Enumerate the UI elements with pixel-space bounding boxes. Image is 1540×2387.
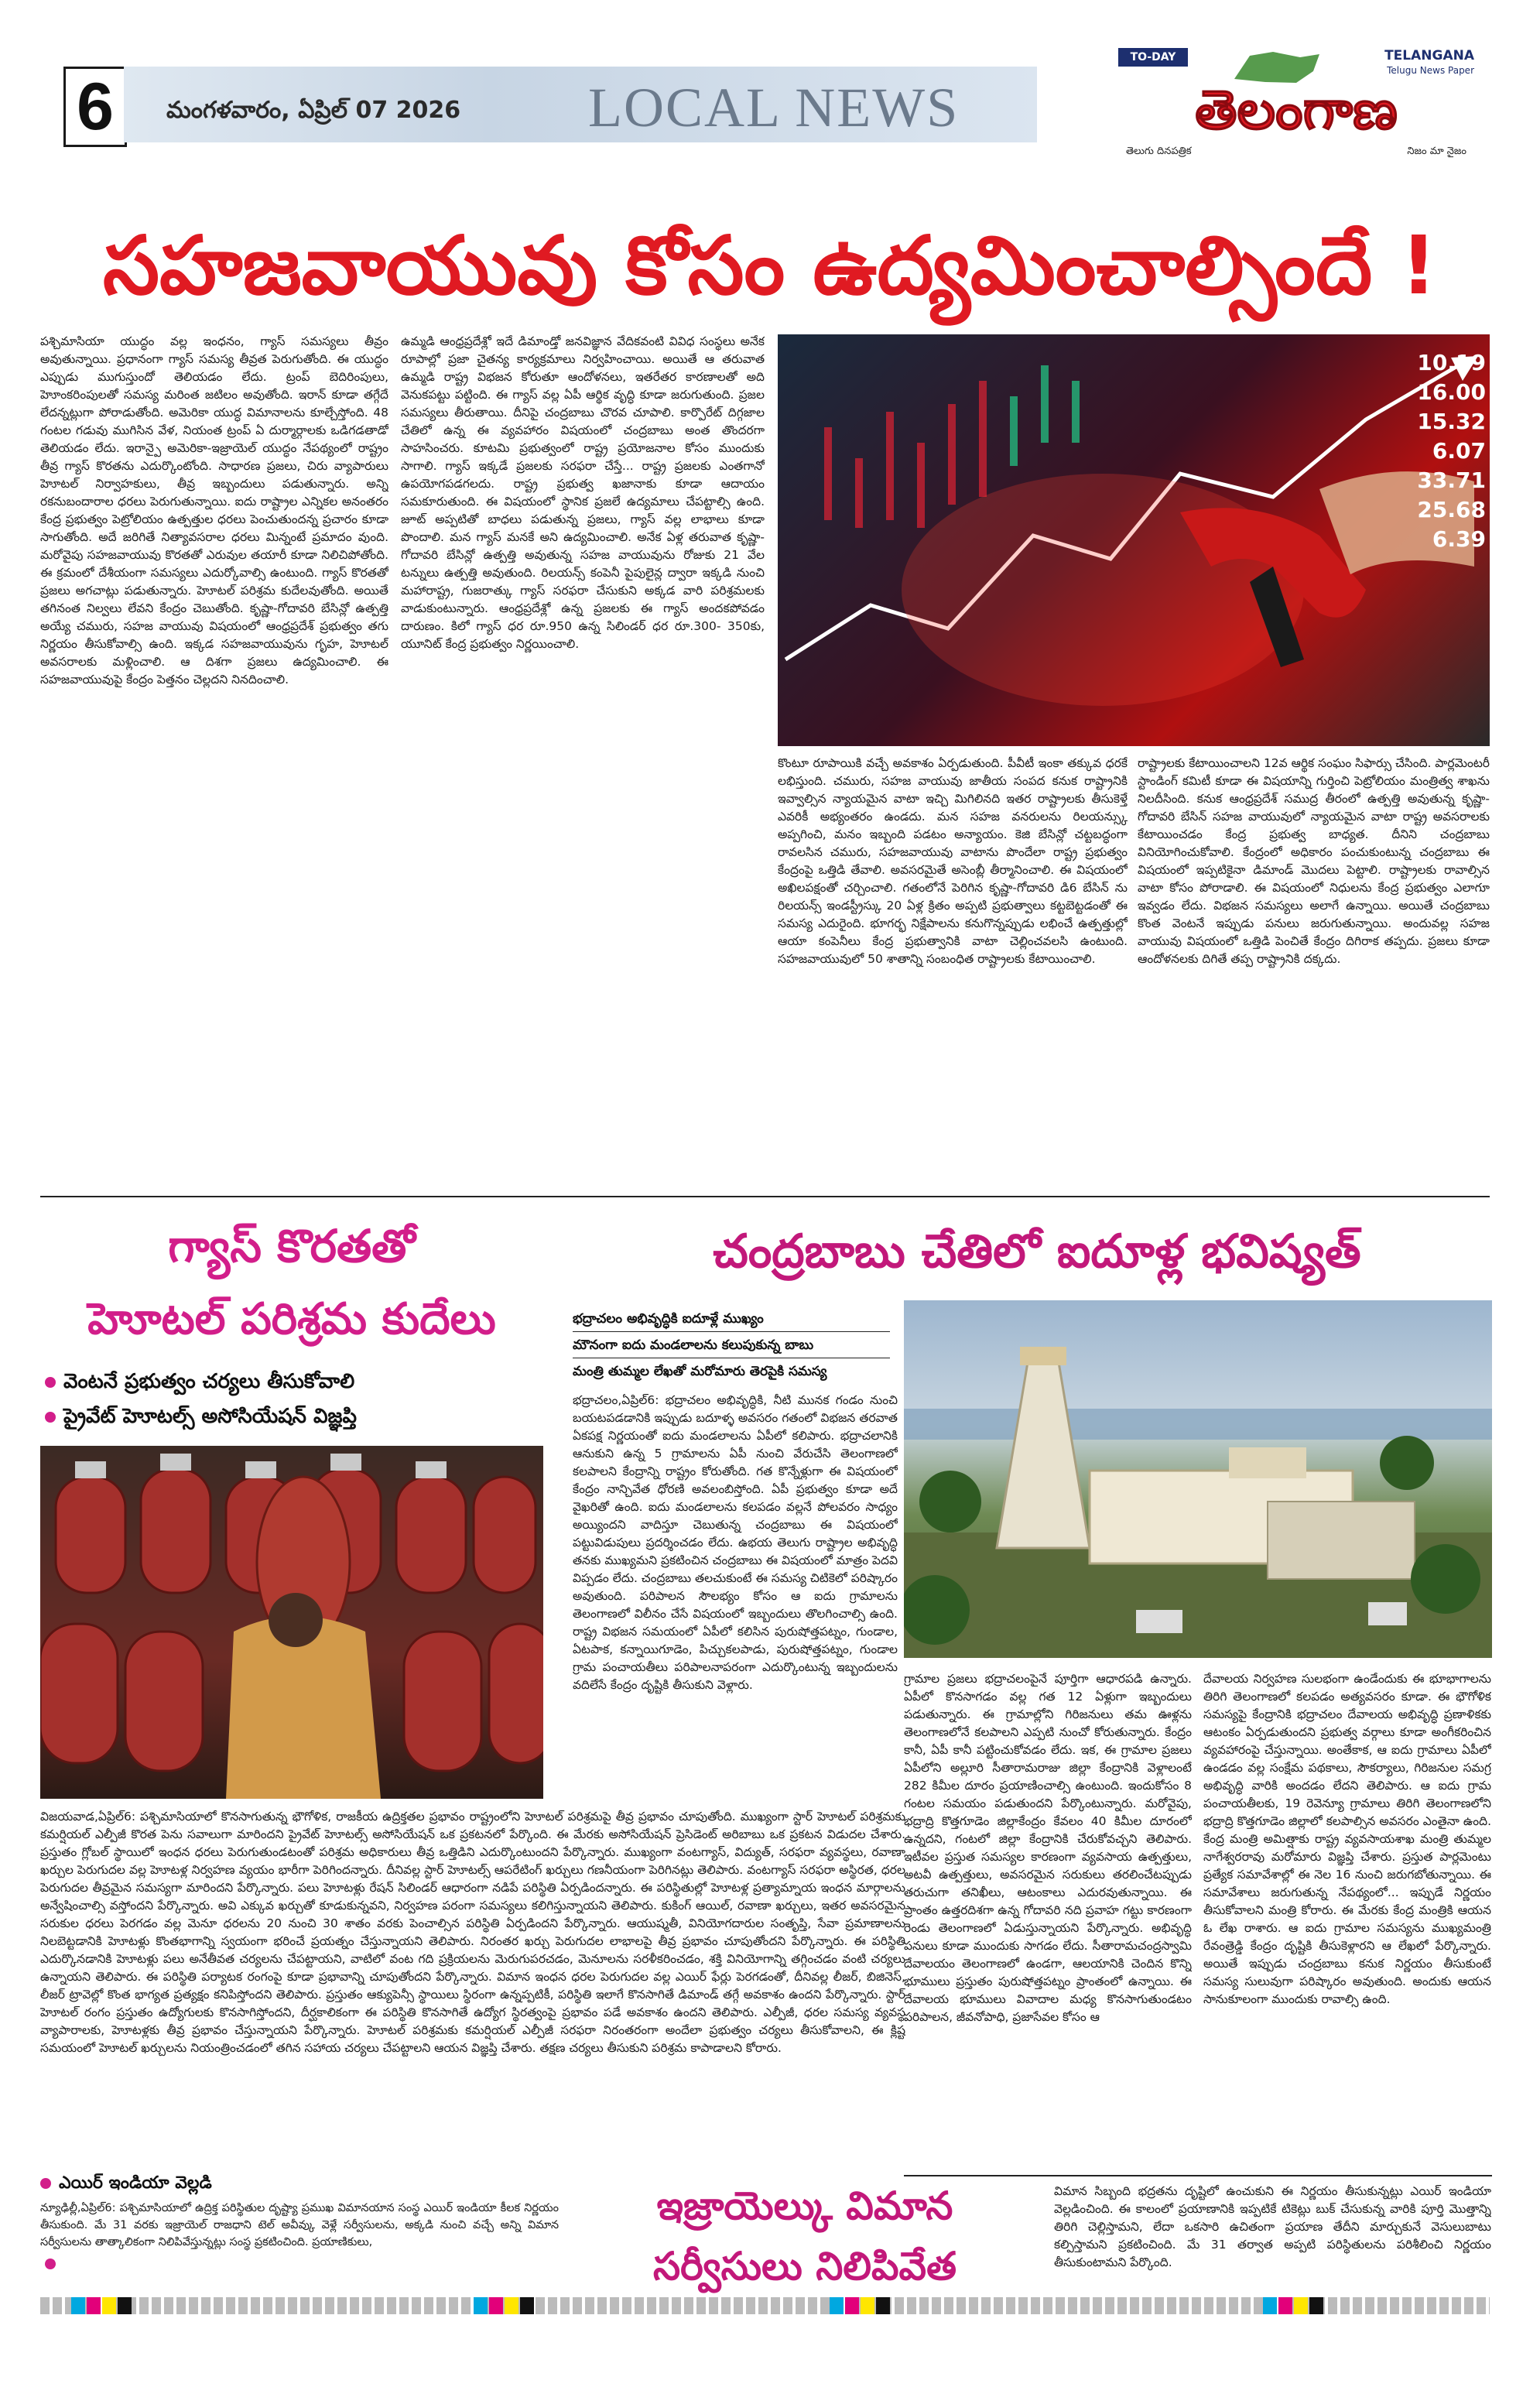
story2-headline-line1: గ్యాస్ కొరతతో <box>168 1220 416 1272</box>
story1-column-3 <box>778 755 1128 1184</box>
cylinders-graphic <box>40 1446 543 1799</box>
logo-name: తెలంగాణ <box>1195 78 1398 142</box>
section-title: LOCAL NEWS <box>588 77 960 139</box>
story4-col1-text: న్యూఢిల్లీ,ఏప్రిల్6: పశ్చిమాసియాలో ఉద్రిక్త పరిస్థితుల దృష్ట్యా ప్రముఖ విమానయాన సంస్థ ఎయిర్ ఇండియా కీలక నిర్ణయం తీసుకుంది. మే 31 వరకు ఇజ్రాయెల్ రాజధాని టెల్ అవీవ్కు వెళ్లే సర్వీసులను, అక్కడి నుంచి వచ్చే అన్ని విమాన సర్వీసులను తాత్కాలికంగా నిలిపివేస్తున్నట్లు సంస్థ ప్రకటించింది. ప్రయాణికులు, <box>40 2202 559 2248</box>
logo-tagline: Telugu News Paper <box>1387 65 1474 76</box>
ticker-value: 10.19 <box>1417 350 1486 375</box>
story1-column-1 <box>40 333 388 1184</box>
story3-column-b <box>1203 1670 1491 2166</box>
gas-cylinders-photo <box>40 1446 543 1799</box>
story1-col2-text: ఉమ్మడి ఆంధ్రప్రదేశ్లో ఇదే డిమాండ్తో జనవిజ్ఞాన వేదికవంటి వివిధ సంస్థలు అనేక రూపాల్లో ప్రజా చైతన్య కార్యక్రమాలు నిర్వహించాయి. అయితే ఆ తరువాత ఉమ్మడి రాష్ట్ర విభజన కోరుతూ ఆందోళనలు, ఇతరేతర కారణాలతో అది వెనుకపట్టు పట్టింది. ఈ గ్యాస్ వల్ల ఏపీ ఆర్థిక వృద్ధి కూడా జరుగుతుంది. ప్రజల సమస్యలు తీరుతాయి. దీనిపై చంద్రబాబు చొరవ చూపాలి. కార్పొరేట్ దిగ్గజాల చేతిలో ఉన్న ఈ వ్యవహారం విషయంలో చంద్రబాబు అంత తొందరగా సాహసించరు. కూటమి ప్రభుత్వంలో రాష్ట్ర ప్రయోజనాల కోసం ముందుకు సాగాలి. గ్యాస్ ఇక్కడే ప్రజలకు సరఫరా చేస్తే... రాష్ట్ర ప్రజలకు ఎంతగానో ఉపయోగపడగలదు. రాష్ట్ర ప్రభుత్వ ఖజానాకు కూడా ఆదాయం సమకూరుతుంది. ఈ విషయంలో స్థానిక ప్రజలే ఉద్యమాలు చేపట్టాల్సి ఉంది. జూట్ అప్పటితో బాధలు పడుతున్న ప్రజలు, గ్యాస్ వల్ల లాభాలు కూడా పొందాలి. మన గ్యాస్ మనకే అని ఉద్యమించాలి. అనేక ఏళ్ల తరువాత కృష్ణా-గోదావరి బేసిన్లో ఉత్పత్తి అవుతున్న సహజ వాయువును రోజుకు 21 వేల టన్నులు ఉత్పత్తి అవుతుంది. రిలయన్స్ కంపెనీ పైపులైన్ల ద్వారా ఇక్కడి నుంచి మహారాష్ట్ర, గుజరాత్కు గ్యాస్ సరఫరా చేసుకుని అక్కడ వారి పరిశ్రమలకు వాడుకుంటున్నారు. ఆంధ్రప్రదేశ్లో ఉన్న ప్రజలకు ఈ గ్యాస్ అందకపోవడం దారుణం. కిలో గ్యాస్ ధర రూ.950 ఉన్న సిలిండర్ ధర రూ.300- 350కు, యూనిట్ కేంద్ర ప్రభుత్వం నిర్ణయించాలి. <box>401 334 765 651</box>
story4-byline-row <box>40 2172 551 2195</box>
logo-foot-left: తెలుగు దినపత్రిక <box>1126 146 1192 157</box>
story2-bullet-2 <box>45 1405 548 1433</box>
story3-kicker-3: మంత్రి తుమ్మల లేఖతో మరోమారు తెరపైకి సమస్య <box>573 1364 827 1379</box>
color-bar-strip <box>40 2296 1490 2316</box>
logo-today: TO-DAY <box>1118 48 1188 67</box>
story1-col1-text: పశ్చిమాసియా యుద్ధం వల్ల ఇంధనం, గ్యాస్ సమస్యలు తీవ్రం అవుతున్నాయి. ప్రధానంగా గ్యాస్ సమస్య తీవ్రత పెరుగుతోంది. ఈ యుద్ధం ఎప్పుడు ముగుస్తుందో తెలియడం లేదు. ట్రంప్ బెదిరింపులు, హెూంకరింపులతో సమస్య మరింత జటిలం అవుతోంది. ఇరాన్ కూడా తగ్గేదే లేదన్నట్లుగా పోరాడుతోంది. అమెరికా యుద్ధ విమానాలను కూల్చేస్తోంది. 48 గంటల గడువు ముగిసిన వేళ, నియంత ట్రంప్ ఏ దుర్మార్గాలకు ఒడిగడతాడో తెలియడం లేదు. ఇరాన్పై అమెరికా-ఇజ్రాయెల్ యుద్ధం నేపథ్యంలో రాష్ట్రం తీవ్ర గ్యాస్ కొరతను ఎదుర్కొంటోంది. సాధారణ ప్రజలు, చిరు వ్యాపారులు హెూటల్ నిర్వాహకులు, తీవ్ర ఇబ్బందులు పడుతున్నారు. అన్ని రకనుబందారాల ధరలు పెరుగుతున్నాయి. ఐదు రాష్ట్రాల ఎన్నికల అనంతరం కేంద్ర ప్రభుత్వం పెట్రోలియం ఉత్పత్తుల ధరలు పెంచుతుందన్న ప్రచారం కూడా సాగుతోంది. అదే జరిగితే నిత్యావసరాల ధరలు మిన్నంటే ప్రమాదం వుంది. మరోవైపు సహజవాయువు కొరతతో ఎరువుల తయారీ కూడా నిలిచిపోతోంది. ఈ క్రమంలో దేశీయంగా సమస్యలు ఎదుర్కోవాల్సి ఉంటుంది. గ్యాస్ కొరతతో ప్రజలు అగచాట్లు పడుతున్నారు. హెూటల్ పరిశ్రమ కుదేలవుతోంది. అయితే తగినంత నిల్వలు లేవని కేంద్రం చెబుతోంది. కృష్ణా-గోదావరి బేసిన్లో ఉత్పత్తి అయ్యే చమురు, సహజ వాయువు విషయంలో ఆంధ్రప్రదేశ్ ప్రభుత్వం తగు నిర్ణయం తీసుకోవాల్సి ఉంది. ఇక్కడ సహజవాయువును గృహ, హెూటల్ అవసరాలకు మళ్లించాలి. ఆ దిశగా ప్రజలు ఉద్యమించాలి. ఈ సహజవాయువుపై కేంద్రం పెత్తనం చెల్లదని నినదించాలి. <box>40 334 388 687</box>
story4-col2-text: విమాన సిబ్బంది భద్రతను దృష్టిలో ఉంచుకుని ఈ నిర్ణయం తీసుకున్నట్లు ఎయిర్ ఇండియా వెల్లడించింది. ఈ కాలంలో ప్రయాణానికి ఇప్పటికే టికెట్లు బుక్ చేసుకున్న వారికి పూర్తి మొత్తాన్ని తిరిగి చెల్లిస్తామని, లేదా ఒకసారి ఉచితంగా ప్రయాణ తేదీని మార్చుకునే వెసులుబాటు కల్పిస్తామని ప్రకటించింది. మే 31 తర్వాత అప్పటి పరిస్థితులను పరిశీలించి నిర్ణయం తీసుకుంటామని పేర్కొంది. <box>1054 2184 1491 2269</box>
story2-bullet-1 <box>45 1370 548 1398</box>
ticker-value: 6.07 <box>1432 438 1486 464</box>
stock-chart-graphic <box>778 334 1490 746</box>
story1-column-2 <box>401 333 765 1184</box>
issue-date: మంగళవారం, ఏప్రిల్ 07 2026 <box>166 97 461 124</box>
ticker-value: 25.68 <box>1417 497 1486 522</box>
temple-photo <box>904 1300 1492 1658</box>
logo-foot-right: నిజం మా నైజం <box>1407 146 1466 157</box>
story3-column-a <box>904 1670 1192 2166</box>
story4-byline-text <box>40 2172 551 2195</box>
story1-column-4 <box>1138 755 1490 1184</box>
story2-body <box>40 1808 905 2164</box>
temple-graphic <box>904 1300 1492 1658</box>
story1-headline: సహజవాయువు కోసం ఉద్యమించాల్సిందే ! <box>103 218 1437 313</box>
story2-body-text: విజయవాడ,ఏప్రిల్6: పశ్చిమాసియాలో కొనసాగుతున్న భౌగోళిక, రాజకీయ ఉద్రిక్తతల ప్రభావం రాష్ట్రంలోని హెూటల్ పరిశ్రమపై తీవ్ర ప్రభావం చూపుతోంది. ముఖ్యంగా స్టార్ హెూటల్ పరిశ్రమకు కమర్షియల్ ఎల్పీజీ కొరత పెను సవాలుగా మారిందని ప్రైవేట్ హెూటల్స్ అసోసియేషన్ ఒక ప్రకటనలో పేర్కొంది. ఈ మేరకు అసోసియేషన్ ప్రెసిడెంట్ అరిబాబు ఒక ప్రకటన విడుదల చేశారు. ప్రస్తుతం గ్లోబల్ స్థాయిలో ఇంధన ధరలు పెరుగుతుండటంతో పరిశ్రమ అధికారులు తీవ్ర ఒత్తిడిని ఎదుర్కొంటుందని పేర్కొన్నారు. ముఖ్యంగా వంటగ్యాస్, విద్యుత్, సరఫరా వ్యవస్థలు, రవాణా ఖర్చుల పెరుగుదల వల్ల హెూటళ్ల నిర్వహణ వ్యయం భారీగా పెరిగిందన్నారు. దీనివల్ల స్టార్ హెూటల్స్ ఆపరేటింగ్ ఖర్చులు గణనీయంగా పెరిగినట్లు తెలిపారు. వంటగ్యాస్ సరఫరా అస్థిరత, ధరల పెరుగుదల తీవ్రమైన సమస్యగా మారిందని పేర్కొన్నారు. పలు హెూటళ్లు రేషన్ సిలిండర్ ఆధారంగా నడిపే పరిస్థితి ఏర్పడిందన్నారు. ఈ పరిస్థితుల్లో హెూటళ్ల ప్రత్యామ్నాయ ఇంధన మార్గాలను అన్వేషించాల్సి వస్తోందని పేర్కొన్నారు. అవి ఎక్కువ ఖర్చుతో కూడుకున్నవని, నిర్వహణ పరంగా సమస్యలు కలిగిస్తున్నాయని తెలిపారు. కుకింగ్ ఆయిల్, రవాణా ఖర్చులు, ఇతర అవసరమైన సరుకుల ధరలు పెరగడం వల్ల మెనూ ధరలను 20 నుంచి 30 శాతం వరకు పెంచాల్సిన పరిస్థితి ఏర్పడిందని పేర్కొన్నారు. ఆయుష్మతీ, వినియోగదారుల సంతృప్తి, సేవా ప్రమాణాలను నిలబెట్టడానికి హెూటళ్లు కొంతభాగాన్ని స్వయంగా భరించే ప్రయత్నం చేస్తున్నాయని తెలిపారు. నిరంతర ఖర్చు పెరుగుదల లాభాలపై తీవ్ర ప్రభావం చూపుతోందని పేర్కొన్నారు. ఈ పరిస్థితి ఎదుర్కొనడానికి హెూటళ్లు పలు అనేతీవత చర్యలను చేపట్టాయని, వాటిలో వంట గది ప్రక్రియలను మెరుగుపరచడం, మెనూలను సరళీకరించడం, శక్తి వినియోగాన్ని తగ్గించడం వంటి చర్యలు ఉన్నాయని తెలిపారు. ఈ పరిస్థితి పర్యాటక రంగంపై కూడా ప్రభావాన్ని చూపుతోందని పేర్కొన్నారు. విమాన ఇంధన ధరల పెరుగుదల వల్ల ఎయిర్ ఫేర్లు పెరగడంతో, దీనివల్ల లీజర్, బిజినెస్, లీజర్ ట్రావెల్లో కొంత భాగ్యత ప్రత్యక్షం కనిపిస్తోందని తెలిపారు. ప్రస్తుతం ఆక్యుపెన్సీ స్థాయిలు స్థిరంగా ఉన్నప్పటికీ, పరిస్థితి ఇలాగే కొనసాగితే డిమాండ్ తగ్గే అవకాశం ఉందని పేర్కొన్నారు. స్టార్ హెూటల్ రంగం ప్రస్తుతం ఉద్యోగులకు కొనసాగిస్తోందని, దీర్ఘకాలికంగా ఈ పరిస్థితి కొనసాగితే ఉద్యోగ స్థిరత్వంపై ప్రభావం పడే అవకాశం ఉందని తెలిపారు. ఎల్పీజీ, ధరల సమస్య వ్యవస్థ వ్యాపారాలకు, హెూటళ్లకు తీవ్ర ప్రభావం చేస్తున్నాయని పేర్కొన్నారు. హెూటల్ పరిశ్రమకు కమర్షియల్ ఎల్పీజీ సరఫరా నిరంతరంగా అందేలా ప్రభుత్వం చర్యలు తీసుకోవాలని, ఈ క్లిష్ట సమయంలో హెూటల్ ఖర్చులను నియంత్రించడంలో తగిన సహాయ చర్యలు చేపట్టాలని ఆయన విజ్ఞప్తి చేశారు. తక్షణ చర్యలు తీసుకుని పరిశ్రమ కాపాడాలని కోరారు. <box>40 1810 905 2055</box>
story3-cola-text: గ్రామాల ప్రజలు భద్రాచలంపైనే పూర్తిగా ఆధారపడి ఉన్నారు. ఏపీలో కొనసాగడం వల్ల గత 12 ఏళ్లుగా ఇబ్బందులు పడుతున్నారు. ఈ గ్రామాల్లోని గిరిజనులు తమ ఊళ్లను తెలంగాణలోనే కలపాలని ఎప్పటి నుంచో కోరుతున్నారు. కేంద్రం కానీ, ఏపీ కానీ పట్టించుకోవడం లేదు. ఇక, ఈ గ్రామాల ప్రజలు ఏపీలోని అల్లూరి సీతారామరాజు జిల్లా కేంద్రానికి వెళ్లాలంటే 282 కిమీల దూరం ప్రయాణించాల్సి ఉంటుంది. ఇందుకోసం 8 గంటల సమయం పడుతుందని పేర్కొంటున్నారు. మరోవైపు, భద్రాద్రి కొత్తగూడెం జిల్లాకేంద్రం కేవలం 40 కిమీల దూరంలో ఉన్నదని, గంటలో జిల్లా కేంద్రానికి చేరుకోవచ్చని తెలిపారు. ఇటీవల ప్రస్తుత సమస్యల కారణంగా వ్యవసాయ ఉత్పత్తులు, అటవీ ఉత్పత్తులు, అవసరమైన సరుకులు తరలించేటప్పుడు తరుచుగా తనిఖీలు, ఆటంకాలు ఎదురవుతున్నాయి. ఈ ప్రాంతం ఉత్తరదిశగా ఉన్న గోదావరి నది ప్రవాహ గట్టు కారణంగా రెండు తెలంగాణలో ఏడుస్తున్నాయని పేర్కొన్నారు. అభివృద్ధి పనులు కూడా ముందుకు సాగడం లేదు. సీతారామచంద్రస్వామి దేవాలయం తెలంగాణలో ఉండగా, ఆలయానికి చెందిన కొన్ని భూములు ప్రస్తుతం పురుషోత్తపట్నం ప్రాంతంలో ఉన్నాయి. ఈ దేవాలయ భూములు వివాదాల మధ్య కొనసాగుతుండటం పరిపాలన, జీవనోపాధి, ప్రజాసేవల కోసం ఆ <box>904 1672 1192 2024</box>
stock-market-photo <box>778 334 1490 746</box>
story4-column-2 <box>1054 2183 1491 2291</box>
story1-col3-text: కొంటూ రూపాయికి వచ్చే అవకాశం ఏర్పడుతుంది. పీవీటీ ఇంకా తక్కువ ధరకే లభిస్తుంది. చమురు, సహజ వాయువు జాతీయ సంపద కనుక రాష్ట్రానికి ఇవ్వాల్సిన న్యాయమైన వాటా ఇచ్చి మిగిలినది ఇతర రాష్ట్రాలకు తీసుకెళ్తే ఎవరికీ అభ్యంతరం ఉండదు. మన సహజ వనరులను రిలయన్స్కు అప్పగించి, మనం ఇబ్బంది పడటం అన్యాయం. కెజి బేసిన్లో చట్టబద్ధంగా రావలసిన చమురు, సహజవాయువు వాటాను పొందేలా రాష్ట్ర ప్రభుత్వం కేంద్రంపై ఒత్తిడి తేవాలి. అవసరమైతే అసెంబ్లీ తీర్మానించాలి. ఈ విషయంలో అఖిలపక్షంతో చర్చించాలి. గతంలోనే పెరిగిన కృష్ణా-గోదావరి డి6 బేసిన్ ను రిలయన్స్ ఇండస్ట్రీస్కు 20 ఏళ్ల క్రితం అప్పటి ప్రభుత్వాలు కట్టబెట్టడంతో ఈ సమస్య ఎదురైంది. భూగర్భ నిక్షేపాలను కనుగొన్నప్పుడు లభించే ఉత్పత్తుల్లో ఆయా కంపెనీలు కేంద్ర ప్రభుత్వానికి వాటా చెల్లించవలసి ఉంటుంది. సహజవాయువులో 50 శాతాన్ని సంబంధిత రాష్ట్రాలకు కేటాయించాలి. <box>778 756 1128 966</box>
story4-byline-label: ఎయిర్ ఇండియా వెల్లడి <box>59 2173 212 2193</box>
ticker-value: 16.00 <box>1417 379 1486 405</box>
story3-headline: చంద్రబాబు చేతిలో ఐదూళ్ల భవిష్యత్ <box>713 1224 1361 1279</box>
story3-top-text: భద్రాచలం,ఏప్రిల్6: భద్రాచలం అభివృద్ధికి, నీటి మునక గండం నుంచి బయటపడడానికి ఇప్పుడు బదూళ్ళ అవసరం గతంలో విభజన తరవాత ఏకపక్ష నిర్ణయంతో ఐదు మండలాలను ఏపీలో కలిపారు. భద్రాచలానికి ఆనుకుని ఉన్న 5 గ్రామాలను ఏపీ నుంచి వేరుచేసి తెలంగాణలో కలపాలని కేంద్రాన్ని రాష్ట్రం కోరుతోంది. గత కొన్నేళ్లుగా ఈ విషయంలో కేంద్రం నాన్చివేత ధోరణి అవలంబిస్తోంది. ఏపీ ప్రభుత్వం కూడా అదే వైఖరితో ఉంది. ఐదు మండలాలను కలపడం వల్లనే పోలవరం సాధ్యం అయ్యిందని వాదిస్తూ చెబుతున్న చంద్రబాబు ఈ విషయంలో పట్టువిడుపులు ప్రదర్శించడం లేదు. ఉభయ తెలుగు రాష్ట్రాల అభివృద్ధి తనకు ముఖ్యమని ప్రకటించిన చంద్రబాబు ఈ విషయంలో మాత్రం పెదవి విప్పడం లేదు. చంద్రబాబు తలచుకుంటే ఈ సమస్య చిటికెలో పరిష్కారం అవుతుంది. పరిపాలన సౌలభ్యం కోసం ఆ ఐదు గ్రామాలను తెలంగాణలో విలీనం చేసే విషయంలో ఇబ్బందులు తొలగించాల్సి ఉంది. రాష్ట్ర విభజన సమయంలో ఏపీలో కలిసిన పురుషోత్తపట్నం, గుండాల, ఏటపాక, కన్నాయిగూడెం, పిచ్చుకలపాడు, పురుషోత్తపట్నం, గుండాల గ్రామ పంచాయతీలు పరిపాలనాపరంగా ఎదుర్కొంటున్న ఇబ్బందులను వదిలేసే కేంద్రం దృష్టికి తీసుకుని వెళ్లారు. <box>573 1393 898 1692</box>
kicker-divider <box>573 1331 890 1332</box>
story3-top-column <box>573 1392 898 1825</box>
story3-kicker-1: భద్రాచలం అభివృద్ధికి ఐదూళ్లే ముఖ్యం <box>573 1311 764 1327</box>
story2-headline-line2: హెూటల్ పరిశ్రమ కుదేలు <box>87 1294 496 1344</box>
story4-column-1 <box>40 2200 559 2291</box>
logo-state: TELANGANA <box>1384 48 1474 63</box>
ticker-value: 6.39 <box>1432 526 1486 552</box>
story3-colb-text: దేవాలయ నిర్వహణ సులభంగా ఉండేందుకు ఈ భూభాగాలను తిరిగి తెలంగాణలో కలపడం అత్యవసరం కూడా. ఈ భౌగోళిక సమస్యపై కేంద్రానికి భద్రాచలం దేవాలయ అభివృద్ధి ప్రణాళికకు ఆటంకం ఏర్పడుతుందని ప్రభుత్వ వర్గాలు కూడా అంగీకరించిన వ్యవహారంపై చేస్తున్నాయి. అంతేకాక, ఆ ఐదు గ్రామాలు ఏపీలో ఉండడం వల్ల సంక్షేమ పథకాలు, సౌకర్యాలు, గిరిజనుల సమగ్ర అభివృద్ధి వారికి అందడం లేదని తెలిపారు. ఆ ఐదు గ్రామ పంచాయతీలకు, 19 రెవెన్యూ గ్రామాలు తిరిగి తెలంగాణలోని భద్రాద్రి కొత్తగూడెం జిల్లాలో కలపాల్సిన అవసరం ఎంతైనా ఉంది. కేంద్ర మంత్రి అమిత్షాకు రాష్ట్ర వ్యవసాయశాఖ మంత్రి తుమ్మల నాగేశ్వరరావు మరోమారు విజ్ఞప్తి చేశారు. ప్రస్తుత పార్లమెంటు ప్రత్యేక సమావేశాల్లో ఈ నెల 16 నుంచి జరుగబోతున్నాయి. ఈ సమావేశాలు జరుగుతున్న నేపథ్యంలో... ఇప్పుడే నిర్ణయం తీసుకోవాలని మంత్రి కోరారు. ఈ మేరకు కేంద్ర మంత్రికి ఆయన ఓ లేఖ రాశారు. ఆ ఐదు గ్రామాల సమస్యను ముఖ్యమంత్రి రేవంత్రెడ్డి కేంద్రం దృష్టికి తీసుకెళ్లారని ఆ లేఖలో పేర్కొన్నారు. అయితే ఇప్పుడు చంద్రబాబు కనుక నిర్ణయం తీసుకుంటే సమస్య సులువుగా పరిష్కారం అవుతుంది. అందుకు ఆయన సానుకూలంగా ముందుకు రావాల్సి ఉంది. <box>1203 1672 1491 2006</box>
ticker-value: 33.71 <box>1417 467 1486 493</box>
ticker-list <box>1393 348 1486 554</box>
story4-headline-line1: ఇజ్రాయెల్కు విమాన <box>656 2183 953 2228</box>
ticker-value: 15.32 <box>1417 409 1486 434</box>
story2-bullet1-text: వెంటనే ప్రభుత్వం చర్యలు తీసుకోవాలి <box>63 1370 355 1393</box>
section-divider <box>40 1196 1490 1197</box>
story2-bullet2-text: ప్రైవేట్ హెూటల్స్ అసోసియేషన్ విజ్ఞప్తి <box>63 1405 357 1428</box>
story3-kicker-2: మౌనంగా ఐదు మండలాలను కలుపుకున్న బాబు <box>573 1337 814 1353</box>
story1-col4-text: రాష్ట్రాలకు కేటాయించాలని 12వ ఆర్థిక సంఘం సిఫార్సు చేసింది. పార్లమెంటరీ స్టాండింగ్ కమిటీ కూడా ఈ విషయాన్ని గుర్తించి పెట్రోలియం మంత్రిత్వ శాఖను నిలదీసింది. కనుక ఆంధ్రప్రదేశ్ సముద్ర తీరంలో ఉత్పత్తి అవుతున్న కృష్ణా-గోదావరి బేసిన్ సహజ వాయువులో న్యాయమైన వాటా రాష్ట్ర అవసరాలకు కేటాయించడం కేంద్ర ప్రభుత్వ బాధ్యత. దీనిని చంద్రబాబు వినియోగించుకోవాలి. కేంద్రంలో అధికారం పంచుకుంటున్న చంద్రబాబు ఈ విషయంలో ఇప్పటికైనా డిమాండ్ మొదలు పెట్టాలి. రాష్ట్రాలకు రావాల్సిన వాటా కోసం పోరాడాలి. ఈ విషయంలో నిధులను కేంద్ర ప్రభుత్వం ఎలాగూ ఇవ్వడం లేదు. విభజన సమస్యలు అలాగే ఉన్నాయి. అయితే చంద్రబాబు కొంత వెంటనే ఇప్పుడు పనులు జరుగుతున్నాయి. అందువల్ల సహజ వాయువు విషయంలో ఒత్తిడి పెంచితే కేంద్రం దిగిరాక తప్పదు. ప్రజలు కూడా ఆందోళనలకు దిగితే తప్ప రాష్ట్రానికి దక్కదు. <box>1138 756 1490 966</box>
page-number: 6 <box>63 67 127 147</box>
newspaper-logo <box>1118 48 1474 164</box>
story4-headline-line2: సర్వీసులు నిలిపివేత <box>653 2244 957 2289</box>
